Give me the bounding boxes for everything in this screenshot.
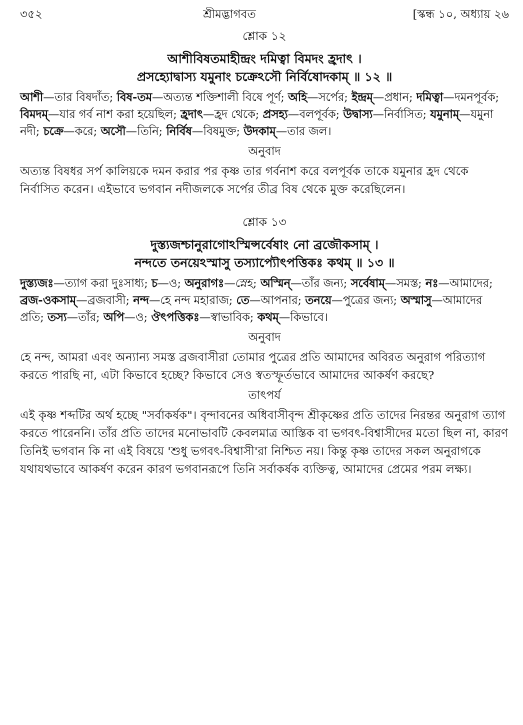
- verse-12-translation: অত্যন্ত বিষধর সর্প কালিয়কে দমন করার পর কৃষ্ণ তার গর্বনাশ করে বলপূর্বক তাকে যমুনার হ্রদ থেকে নির্বাসিত করেন। এইভাবে ভগবান নদীজলকে সর্পের তীব্র বিষ থেকে মুক্ত করেছিলেন।: [20, 164, 469, 196]
- synonym-meaning: —ত্যাগ করা দুঃসাধ্য;: [53, 277, 152, 290]
- synonym-word: অস্মাসু: [400, 293, 432, 307]
- synonym-word: হ্রদাৎ: [180, 107, 203, 121]
- synonym-word: ঔৎপত্তিকঃ: [151, 310, 200, 324]
- verse-13-synonyms: [20, 275, 509, 326]
- synonym-word: অপি: [103, 310, 125, 324]
- synonym-word: বিমদম্‌: [20, 107, 48, 121]
- synonym-word: নির্বিষ: [166, 124, 192, 138]
- synonym-word: অহি: [288, 90, 307, 104]
- verse-13-purport: এই কৃষ্ণ শব্দটির অর্থ হচ্ছে "সর্বাকর্ষক"। বৃন্দাবনের অধিবাসীবৃন্দ শ্রীকৃষ্ণের প্রতি তাদের নিরন্তর অনুরাগ ত্যাগ করতে পারেননি। তাঁর প্রতি তাদের মনোভাবটি কেবলমাত্র আস্তিক বা ভগবৎ-বিশ্বাসীদের মতো ছিল না, কারণ তিনিই ভগবান কি না এই বিষয়ে 'শুধু ভগবৎ-বিশ্বাসী'রা নিশ্চিত নয়। কিন্তু কৃষ্ণ তাদের সকল অনুরাগকে যথাযথভাবে আকর্ষণ করেন কারণ ভগবানরূপে তিনি সর্বাকর্ষক ব্যক্তিত্ব, আমাদের প্রেমের পরম লক্ষ্য।: [20, 408, 509, 476]
- verse-spacer: [20, 198, 509, 210]
- synonym-meaning: —তাঁর;: [66, 311, 104, 324]
- synonym-word: নঃ: [425, 276, 439, 290]
- verse-13-translation-label: অনুবাদ: [248, 330, 281, 344]
- verse-12-line-1: আশীবিষতমাহীন্দ্রং দমিত্বা বিমদং হ্রদাৎ ।: [167, 51, 362, 66]
- synonym-word: ইন্দ্রম্‌: [351, 90, 373, 104]
- synonym-meaning: —তার বিষদাঁত;: [43, 91, 117, 104]
- synonym-word: উদ্বাস্য: [343, 107, 373, 121]
- verse-13-purport-label: তাৎপর্য: [248, 388, 281, 402]
- synonym-word: অস্মিন্‌: [260, 276, 291, 290]
- synonym-meaning: —ও;: [157, 277, 185, 290]
- synonym-word: যমুনাম্‌: [430, 107, 460, 121]
- book-title: শ্রীমদ্ভাগবত: [203, 7, 256, 21]
- synonym-meaning: —ও;: [124, 311, 152, 324]
- synonym-meaning: —স্বাভাবিক;: [199, 311, 258, 324]
- synonym-word: তস্য: [47, 310, 67, 324]
- synonym-meaning: —স্নেহ;: [224, 277, 261, 290]
- synonym-word: তনয়ে: [305, 293, 332, 307]
- synonym-meaning: —যার গর্ব নাশ করা হয়েছিল;: [48, 108, 181, 121]
- synonym-word: প্রসহ্য: [262, 107, 288, 121]
- verse-13-label: শ্লোক ১৩: [242, 215, 287, 229]
- synonym-meaning: —আপনার;: [249, 294, 306, 307]
- synonym-meaning: —তাঁর জন্য;: [290, 277, 351, 290]
- verse-12-synonyms: [20, 89, 509, 140]
- synonym-word: ব্রজ-ওকসাম্‌: [20, 293, 77, 307]
- synonym-meaning: —নির্বাসিত;: [372, 108, 431, 121]
- verse-12-translation-label: অনুবাদ: [248, 144, 281, 158]
- page-header: [20, 6, 509, 24]
- chapter-reference: [স্কন্ধ ১০, অধ্যায় ২৬: [412, 7, 509, 21]
- synonym-word: সর্বেষাম্‌: [350, 276, 385, 290]
- synonym-meaning: —তার জল।: [275, 125, 332, 138]
- synonym-meaning: —হ্রদ থেকে;: [202, 108, 263, 121]
- synonym-word: বিষ-তম: [116, 90, 152, 104]
- synonym-word: অসৌ: [100, 124, 126, 138]
- synonym-word: উদকাম্‌: [243, 124, 276, 138]
- synonym-meaning: —কিভাবে।: [278, 311, 328, 324]
- synonym-meaning: —ব্রজবাসী;: [76, 294, 134, 307]
- synonym-word: নন্দ: [133, 293, 149, 307]
- synonym-meaning: —দমনপূর্বক;: [443, 91, 500, 104]
- synonym-word: আশী: [20, 90, 44, 104]
- synonym-meaning: —সমস্ত;: [384, 277, 426, 290]
- synonym-meaning: —করে;: [63, 125, 101, 138]
- verse-12-label: শ্লোক ১২: [242, 29, 287, 43]
- synonym-meaning: —হে নন্দ মহারাজ;: [148, 294, 237, 307]
- verse-12-line-2: প্রসহ্যোদ্বাস্য যমুনাং চক্রেঽসৌ নির্বিষোদকাম্‌ ॥ ১২ ॥: [136, 69, 393, 84]
- synonym-meaning: —প্রধান;: [372, 91, 417, 104]
- synonym-meaning: —অত্যন্ত শক্তিশালী বিষে পূর্ণ;: [151, 91, 289, 104]
- verse-13-translation: হে নন্দ, আমরা এবং অন্যান্য সমস্ত ব্রজবাসীরা তোমার পুত্রের প্রতি আমাদের অবিরত অনুরাগ পরিত্যাগ করতে পারছি না, এটা কিভাবে হচ্ছে? কিভাবে সেও স্বতস্ফূর্তভাবে আমাদের আকর্ষণ করছে?: [20, 350, 486, 382]
- synonym-word: চক্রে: [43, 124, 64, 138]
- synonym-meaning: —আমাদের;: [438, 277, 493, 290]
- verse-13-line-2: নন্দতে তনয়েঽস্মাসু তস্যাপ্যৌৎপত্তিকঃ কথম্‌ ॥ ১৩ ॥: [134, 255, 395, 270]
- synonym-word: তে: [236, 293, 250, 307]
- synonym-meaning: —বলপূর্বক;: [287, 108, 344, 121]
- synonym-meaning: —বিষমুক্ত;: [191, 125, 244, 138]
- synonym-word: দুস্ত্যজঃ: [20, 276, 54, 290]
- synonym-meaning: —তিনি;: [125, 125, 167, 138]
- synonym-meaning: —সর্পের;: [307, 91, 352, 104]
- synonym-word: কথম্‌: [257, 310, 279, 324]
- synonym-word: অনুরাগঃ: [184, 276, 225, 290]
- page-number: ৩৫২: [20, 7, 43, 21]
- synonym-word: দমিত্বা: [416, 90, 444, 104]
- synonym-meaning: —যমুনা নদী;: [20, 108, 494, 138]
- synonym-meaning: —পুত্রের জন্য;: [331, 294, 401, 307]
- synonym-word: চ: [151, 276, 158, 290]
- verse-13-line-1: দুস্ত্যজশ্চানুরাগোঽস্মিন্সর্বেষাং নো ব্রজৌকসাম্‌ ।: [150, 237, 379, 252]
- synonym-meaning: —আমাদের প্রতি;: [20, 294, 483, 324]
